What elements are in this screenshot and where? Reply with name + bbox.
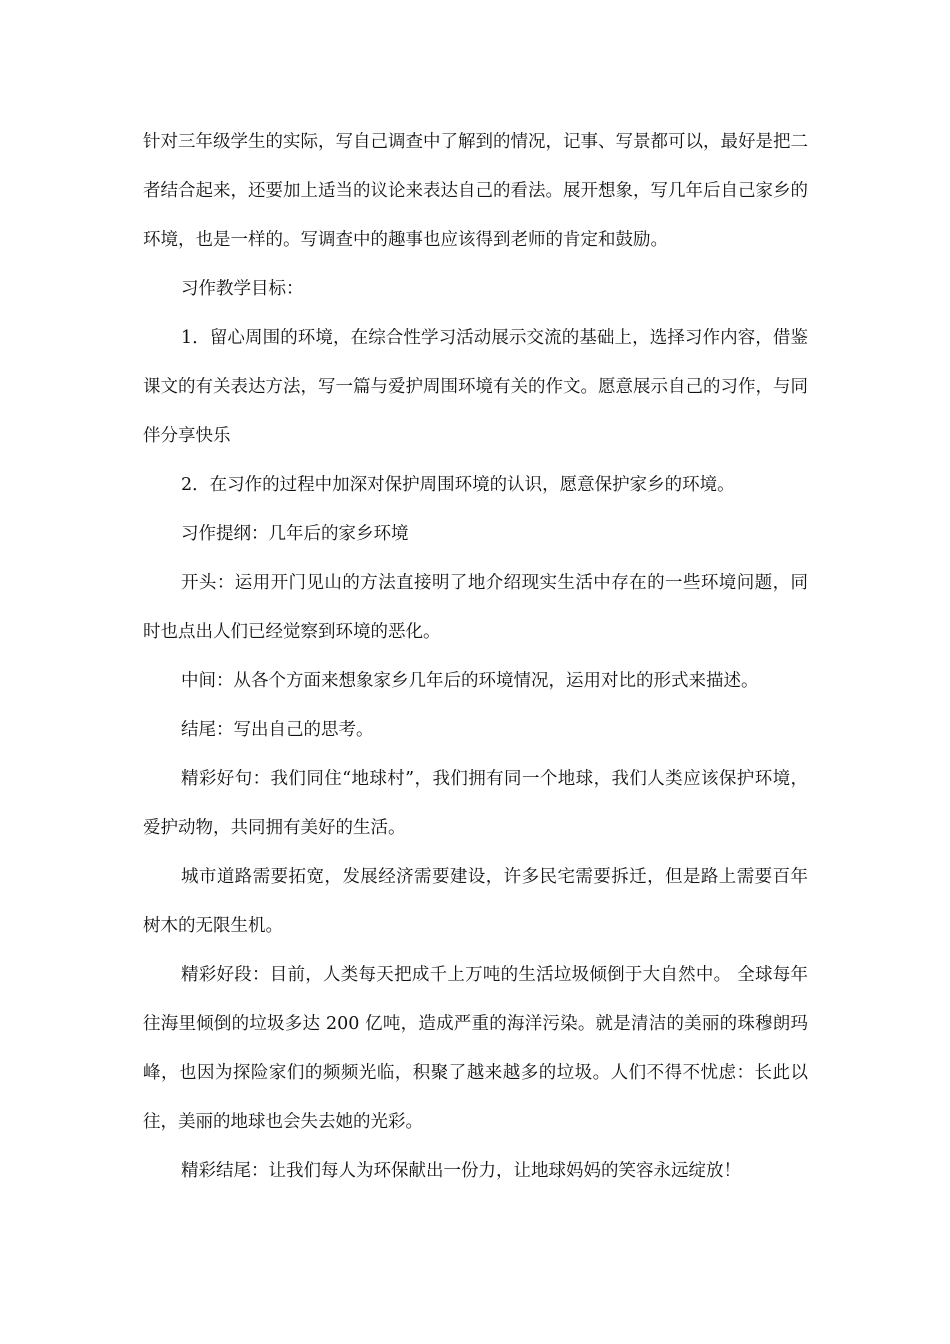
goal-item-1: 1．留心周围的环境，在综合性学习活动展示交流的基础上，选择习作内容，借鉴课文的有关表达方法，写一篇与爱护周围环境有关的作文。愿意展示自己的习作，与同伴分享快乐 — [143, 328, 808, 446]
good-sentence-2: 城市道路需要拓宽，发展经济需要建设，许多民宅需要拆迁，但是路上需要百年树木的无限生机。 — [143, 867, 808, 936]
good-ending: 精彩结尾：让我们每人为环保献出一份力，让地球妈妈的笑容永远绽放！ — [181, 1161, 741, 1181]
good-paragraph: 精彩好段：目前，人类每天把成千上万吨的生活垃圾倾倒于大自然中。 全球每年往海里倾倒的垃圾多达 200 亿吨，造成严重的海洋污染。就是清洁的美丽的珠穆朗玛峰，也因为探险家们的频频光临，积聚了越来越多的垃圾。人们不得不忧虑：长此以往，美丽的地球也会失去她的光彩。 — [143, 965, 808, 1132]
good-sentence-1: 精彩好句：我们同住“地球村”，我们拥有同一个地球，我们人类应该保护环境，爱护动物，共同拥有美好的生活。 — [143, 769, 808, 838]
outline-ending: 结尾：写出自己的思考。 — [181, 720, 374, 740]
section-heading-outline: 习作提纲：几年后的家乡环境 — [181, 524, 409, 544]
document-page — [143, 118, 808, 1196]
outline-opening: 开头：运用开门见山的方法直接明了地介绍现实生活中存在的一些环境问题，同时也点出人们已经觉察到环境的恶化。 — [143, 573, 808, 642]
goal-item-2: 2．在习作的过程中加深对保护周围环境的认识，愿意保护家乡的环境。 — [181, 475, 735, 495]
outline-middle: 中间：从各个方面来想象家乡几年后的环境情况，运用对比的形式来描述。 — [181, 671, 759, 691]
intro-paragraph: 针对三年级学生的实际，写自己调查中了解到的情况，记事、写景都可以，最好是把二者结合起来，还要加上适当的议论来表达自己的看法。展开想象，写几年后自己家乡的环境，也是一样的。写调查中的趣事也应该得到老师的肯定和鼓励。 — [143, 132, 808, 250]
section-heading-goals: 习作教学目标： — [181, 279, 304, 299]
